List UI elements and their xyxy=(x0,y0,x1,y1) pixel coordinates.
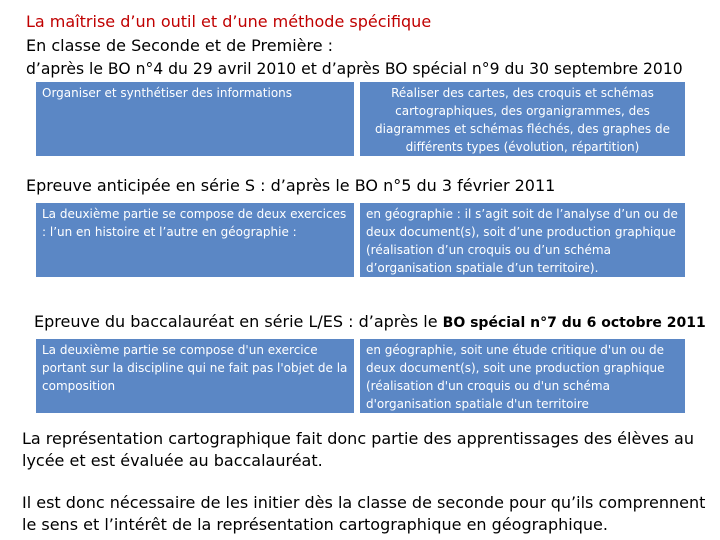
paragraph-initier: Il est donc nécessaire de les initier dès la classe de seconde pour qu’ils comprennent le sens et l’intérêt de la représentation cartographique en géographique. xyxy=(22,493,706,534)
heading-epreuve-bac xyxy=(34,312,706,333)
box-geographie-les: en géographie, soit une étude critique d'un ou de deux document(s), soit une production graphique (réalisation d'un croquis ou d'un schéma d'organisation spatiale d'un territoire xyxy=(360,339,685,413)
box-organiser: Organiser et synthétiser des informations xyxy=(36,82,354,156)
box-realiser: Réaliser des cartes, des croquis et schémas cartographiques, des organigrammes, des diagrammes et schémas fléchés, des graphes de différents types (évolution, répartition) xyxy=(360,82,685,156)
heading-epreuve-anticipee: Epreuve anticipée en série S : d’après le BO n°5 du 3 février 2011 xyxy=(26,176,556,195)
heading-bac-part1: Epreuve du baccalauréat en série L/ES : d’après le xyxy=(34,312,438,331)
page-title: La maîtrise d’un outil et d’une méthode spécifique xyxy=(26,12,432,31)
box-deuxieme-partie-les: La deuxième partie se compose d'un exercice portant sur la discipline qui ne fait pas l'objet de la composition xyxy=(36,339,354,413)
box-geographie-s: en géographie : il s’agit soit de l’analyse d’un ou de deux document(s), soit d’une production graphique (réalisation d’un croquis ou d’un schéma d’organisation spatiale d’un territoire). xyxy=(360,203,685,277)
heading-bac-part2: BO spécial n°7 du 6 octobre 2011 xyxy=(442,315,706,331)
subtitle-classes: En classe de Seconde et de Première : xyxy=(26,36,334,55)
subtitle-bo-references: d’après le BO n°4 du 29 avril 2010 et d’après BO spécial n°9 du 30 septembre 2010 xyxy=(26,60,683,78)
paragraph-representation: La représentation cartographique fait donc partie des apprentissages des élèves au lycée et est évaluée au baccalauréat. xyxy=(22,429,694,470)
box-deuxieme-partie-s: La deuxième partie se compose de deux exercices : l’un en histoire et l’autre en géographie : xyxy=(36,203,354,277)
